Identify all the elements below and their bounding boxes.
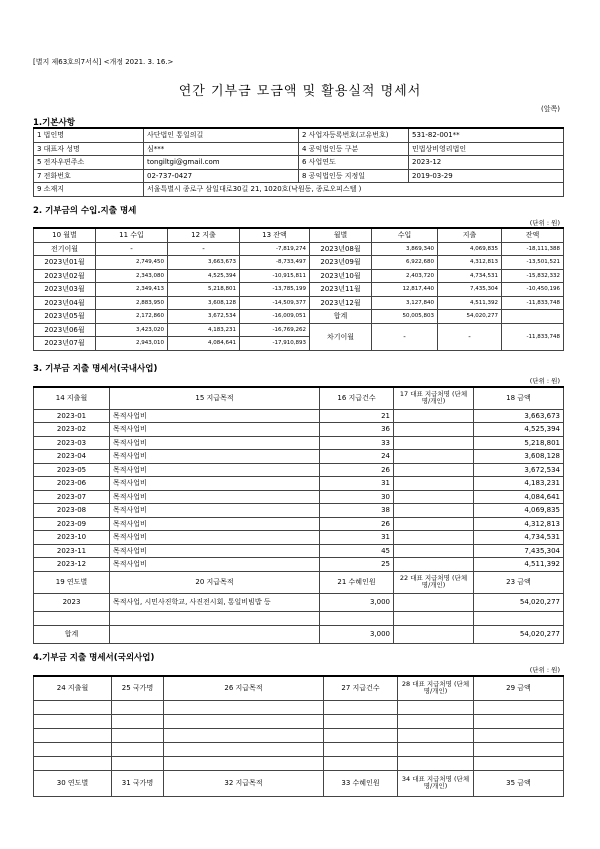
table-row	[34, 463, 564, 477]
carry-label: 차기이월	[310, 323, 372, 350]
month-cell: 2023년09월	[310, 256, 372, 270]
section3-unit: (단위 : 원)	[529, 377, 560, 385]
field-label: 2 사업자등록번호(고유번호)	[299, 128, 409, 142]
empty-row	[34, 756, 564, 770]
overseas-expense-table	[33, 675, 564, 797]
recipient-cell	[394, 436, 474, 450]
col-header: 13 잔액	[240, 228, 310, 242]
recipient-cell	[394, 544, 474, 558]
page-title: 연간 기부금 모금액 및 활용실적 명세서	[178, 84, 422, 99]
col-header: 35 금액	[474, 770, 564, 796]
col-header: 32 지급목적	[164, 770, 324, 796]
month-cell: 2023-09	[34, 517, 110, 531]
section2-unit: (단위 : 원)	[529, 219, 560, 227]
income-cell: 2,349,413	[96, 283, 168, 297]
field-value: 사단법인 통일의길	[144, 128, 299, 142]
purpose-cell: 목적사업비	[110, 490, 320, 504]
table-row	[34, 477, 564, 491]
expense-cell: 4,069,835	[438, 242, 502, 256]
income-cell: -	[96, 242, 168, 256]
recipient-cell	[394, 450, 474, 464]
col-header: 수입	[372, 228, 438, 242]
amount-cell: 3,608,128	[474, 450, 564, 464]
expense-cell: 4,183,231	[168, 323, 240, 337]
section4-title: 4.기부금 지출 명세서(국외사업)	[33, 653, 155, 663]
col-header: 26 지급목적	[164, 676, 324, 700]
balance-cell: -16,769,262	[240, 323, 310, 337]
empty-row	[34, 728, 564, 742]
table-row	[34, 517, 564, 531]
balance-cell: -13,501,521	[502, 256, 564, 270]
table-header-row	[34, 228, 564, 242]
amount-cell: 5,218,801	[474, 436, 564, 450]
income-cell: 2,943,010	[96, 337, 168, 351]
count-cell: 26	[320, 463, 394, 477]
table-row	[34, 409, 564, 423]
empty-row	[34, 742, 564, 756]
expense-cell: 3,663,673	[168, 256, 240, 270]
expense-cell: 4,734,531	[438, 269, 502, 283]
count-cell: 38	[320, 504, 394, 518]
recipient-cell	[394, 463, 474, 477]
field-label: 7 전화번호	[34, 169, 144, 183]
section2-title: 2. 기부금의 수입.지출 명세	[33, 206, 137, 216]
col-header: 30 연도별	[34, 770, 112, 796]
table-row	[34, 296, 564, 310]
income-cell: 2,403,720	[372, 269, 438, 283]
amount-cell: 4,069,835	[474, 504, 564, 518]
table-row	[34, 558, 564, 572]
basic-info-row	[34, 128, 564, 142]
balance-cell: -18,111,388	[502, 242, 564, 256]
balance-cell: -11,833,748	[502, 296, 564, 310]
balance-cell: -17,910,893	[240, 337, 310, 351]
month-cell: 2023년01월	[34, 256, 96, 270]
purpose-cell: 목적사업비	[110, 436, 320, 450]
amount-cell: 4,511,392	[474, 558, 564, 572]
carry-income: -	[372, 323, 438, 350]
table-row	[34, 490, 564, 504]
expense-cell: 4,511,392	[438, 296, 502, 310]
section3-title: 3. 기부금 지출 명세서(국내사업)	[33, 364, 158, 374]
expense-cell: 4,312,813	[438, 256, 502, 270]
col-header: 10 월별	[34, 228, 96, 242]
total-row	[34, 625, 564, 643]
col-header: 23 금액	[474, 571, 564, 593]
amount-cell: 4,183,231	[474, 477, 564, 491]
amount-cell: 54,020,277	[474, 593, 564, 611]
col-header: 28 대표 지급처명 (단체명/개인)	[398, 676, 474, 700]
income-cell: 3,423,020	[96, 323, 168, 337]
carry-expense: -	[438, 323, 502, 350]
total-beneficiaries: 3,000	[320, 625, 394, 643]
col-header: 24 지출월	[34, 676, 112, 700]
purpose-cell: 목적사업, 시민사진학교, 사진전시회, 통일비빔밥 등	[110, 593, 320, 611]
table-row	[34, 436, 564, 450]
income-expense-table	[33, 227, 564, 351]
total-balance	[502, 310, 564, 324]
section1-title: 1.기본사항	[33, 118, 75, 128]
table-row	[34, 283, 564, 297]
col-header: 33 수혜인원	[324, 770, 398, 796]
total-income: 50,005,803	[372, 310, 438, 324]
year-cell: 2023	[34, 593, 110, 611]
income-cell: 3,127,840	[372, 296, 438, 310]
total-recipient	[394, 625, 474, 643]
field-label: 3 대표자 성명	[34, 142, 144, 156]
purpose-cell: 목적사업비	[110, 531, 320, 545]
count-cell: 31	[320, 531, 394, 545]
month-cell: 2023-10	[34, 531, 110, 545]
empty-row	[34, 714, 564, 728]
recipient-cell	[394, 593, 474, 611]
purpose-cell: 목적사업비	[110, 477, 320, 491]
recipient-cell	[394, 504, 474, 518]
basic-info-row	[34, 142, 564, 156]
month-cell: 2023-07	[34, 490, 110, 504]
field-value: 2019-03-29	[409, 169, 564, 183]
spacer-row	[34, 611, 564, 625]
field-label: 6 사업연도	[299, 156, 409, 170]
income-cell: 3,869,340	[372, 242, 438, 256]
month-cell: 2023년02월	[34, 269, 96, 283]
table-row	[34, 242, 564, 256]
field-label: 9 소재지	[34, 183, 144, 197]
total-purpose	[110, 625, 320, 643]
amount-cell: 4,084,641	[474, 490, 564, 504]
field-label: 1 법인명	[34, 128, 144, 142]
col-header: 잔액	[502, 228, 564, 242]
amount-cell: 3,672,534	[474, 463, 564, 477]
count-cell: 31	[320, 477, 394, 491]
col-header: 19 연도별	[34, 571, 110, 593]
col-header: 22 대표 지급처명 (단체명/개인)	[394, 571, 474, 593]
basic-info-row	[34, 169, 564, 183]
balance-cell: -7,819,274	[240, 242, 310, 256]
count-cell: 36	[320, 423, 394, 437]
table-header-row	[34, 571, 564, 593]
total-expense: 54,020,277	[438, 310, 502, 324]
amount-cell: 7,435,304	[474, 544, 564, 558]
month-cell: 2023년12월	[310, 296, 372, 310]
table-row	[34, 310, 564, 324]
income-cell: 12,817,440	[372, 283, 438, 297]
table-header-row	[34, 676, 564, 700]
income-cell: 2,343,080	[96, 269, 168, 283]
purpose-cell: 목적사업비	[110, 423, 320, 437]
field-value: 2023-12	[409, 156, 564, 170]
month-cell: 2023-11	[34, 544, 110, 558]
col-header: 21 수혜인원	[320, 571, 394, 593]
recipient-cell	[394, 490, 474, 504]
col-header: 34 대표 지급처명 (단체명/개인)	[398, 770, 474, 796]
count-cell: 30	[320, 490, 394, 504]
month-cell: 2023년11월	[310, 283, 372, 297]
month-cell: 2023년06월	[34, 323, 96, 337]
section4-unit: (단위 : 원)	[529, 666, 560, 674]
month-cell: 2023-05	[34, 463, 110, 477]
recipient-cell	[394, 477, 474, 491]
month-cell: 2023년10월	[310, 269, 372, 283]
basic-info-row	[34, 156, 564, 170]
balance-cell: -10,450,196	[502, 283, 564, 297]
purpose-cell: 목적사업비	[110, 463, 320, 477]
field-label: 5 전자우편주소	[34, 156, 144, 170]
col-header: 18 금액	[474, 387, 564, 409]
col-header: 16 지급건수	[320, 387, 394, 409]
count-cell: 26	[320, 517, 394, 531]
col-header: 지출	[438, 228, 502, 242]
count-cell: 25	[320, 558, 394, 572]
basic-info-table	[33, 127, 564, 197]
year-row	[34, 593, 564, 611]
table-header-row	[34, 387, 564, 409]
field-value: tongiltgi@gmail.com	[144, 156, 299, 170]
table-row	[34, 256, 564, 270]
month-cell: 2023년05월	[34, 310, 96, 324]
expense-cell: 4,525,394	[168, 269, 240, 283]
table-header-row	[34, 770, 564, 796]
field-label: 4 공익법인등 구분	[299, 142, 409, 156]
expense-cell: -	[168, 242, 240, 256]
count-cell: 24	[320, 450, 394, 464]
recipient-cell	[394, 517, 474, 531]
purpose-cell: 목적사업비	[110, 517, 320, 531]
month-cell: 2023년04월	[34, 296, 96, 310]
month-cell: 2023-01	[34, 409, 110, 423]
recipient-cell	[394, 409, 474, 423]
balance-cell: -15,832,332	[502, 269, 564, 283]
expense-cell: 5,218,801	[168, 283, 240, 297]
balance-cell: -13,785,199	[240, 283, 310, 297]
total-amount: 54,020,277	[474, 625, 564, 643]
count-cell: 21	[320, 409, 394, 423]
col-header: 17 대표 지급처명 (단체명/개인)	[394, 387, 474, 409]
amount-cell: 4,734,531	[474, 531, 564, 545]
field-value: 02-737-0427	[144, 169, 299, 183]
recipient-cell	[394, 558, 474, 572]
purpose-cell: 목적사업비	[110, 558, 320, 572]
amount-cell: 4,312,813	[474, 517, 564, 531]
table-row	[34, 450, 564, 464]
field-label: 8 공익법인등 지정일	[299, 169, 409, 183]
col-header: 20 지급목적	[110, 571, 320, 593]
month-cell: 2023-08	[34, 504, 110, 518]
table-row	[34, 544, 564, 558]
col-header: 11 수입	[96, 228, 168, 242]
purpose-cell: 목적사업비	[110, 504, 320, 518]
field-value: 심***	[144, 142, 299, 156]
month-cell: 2023-04	[34, 450, 110, 464]
field-value: 531-82-001**	[409, 128, 564, 142]
address-value: 서울특별시 종로구 삼일대로30길 21, 1020호(낙원동, 종로오피스텔 )	[144, 183, 564, 197]
month-cell: 2023-06	[34, 477, 110, 491]
carry-balance: -11,833,748	[502, 323, 564, 350]
income-cell: 2,749,450	[96, 256, 168, 270]
count-cell: 45	[320, 544, 394, 558]
balance-cell: -16,009,051	[240, 310, 310, 324]
expense-cell: 7,435,304	[438, 283, 502, 297]
basic-info-row	[34, 183, 564, 197]
field-value: 민법상비영리법인	[409, 142, 564, 156]
income-cell: 6,922,680	[372, 256, 438, 270]
expense-cell: 3,608,128	[168, 296, 240, 310]
recipient-cell	[394, 423, 474, 437]
month-cell: 2023-03	[34, 436, 110, 450]
expense-cell: 4,084,641	[168, 337, 240, 351]
table-row	[34, 323, 564, 337]
table-row	[34, 531, 564, 545]
col-header: 27 지급건수	[324, 676, 398, 700]
purpose-cell: 목적사업비	[110, 409, 320, 423]
recipient-cell	[394, 531, 474, 545]
col-header: 29 금액	[474, 676, 564, 700]
count-cell: 33	[320, 436, 394, 450]
income-cell: 2,883,950	[96, 296, 168, 310]
month-cell: 2023년03월	[34, 283, 96, 297]
balance-cell: -14,509,377	[240, 296, 310, 310]
total-label: 합계	[310, 310, 372, 324]
col-header: 25 국가명	[112, 676, 164, 700]
income-cell: 2,172,860	[96, 310, 168, 324]
form-header: [별지 제63호의7서식] <개정 2021. 3. 16.>	[33, 58, 174, 66]
domestic-expense-table	[33, 386, 564, 644]
balance-cell: -10,915,811	[240, 269, 310, 283]
table-row	[34, 423, 564, 437]
amount-cell: 3,663,673	[474, 409, 564, 423]
col-header: 31 국가명	[112, 770, 164, 796]
amount-cell: 4,525,394	[474, 423, 564, 437]
month-cell: 2023년07월	[34, 337, 96, 351]
month-cell: 2023년08월	[310, 242, 372, 256]
beneficiaries-cell: 3,000	[320, 593, 394, 611]
col-header: 월별	[310, 228, 372, 242]
total-label: 합계	[34, 625, 110, 643]
col-header: 12 지출	[168, 228, 240, 242]
month-cell: 2023-12	[34, 558, 110, 572]
col-header: 14 지출월	[34, 387, 110, 409]
empty-row	[34, 700, 564, 714]
expense-cell: 3,672,534	[168, 310, 240, 324]
purpose-cell: 목적사업비	[110, 450, 320, 464]
pages-note: (앞쪽)	[541, 105, 560, 113]
table-row	[34, 269, 564, 283]
table-row	[34, 504, 564, 518]
month-cell: 전기이월	[34, 242, 96, 256]
col-header: 15 지급목적	[110, 387, 320, 409]
month-cell: 2023-02	[34, 423, 110, 437]
purpose-cell: 목적사업비	[110, 544, 320, 558]
balance-cell: -8,733,497	[240, 256, 310, 270]
